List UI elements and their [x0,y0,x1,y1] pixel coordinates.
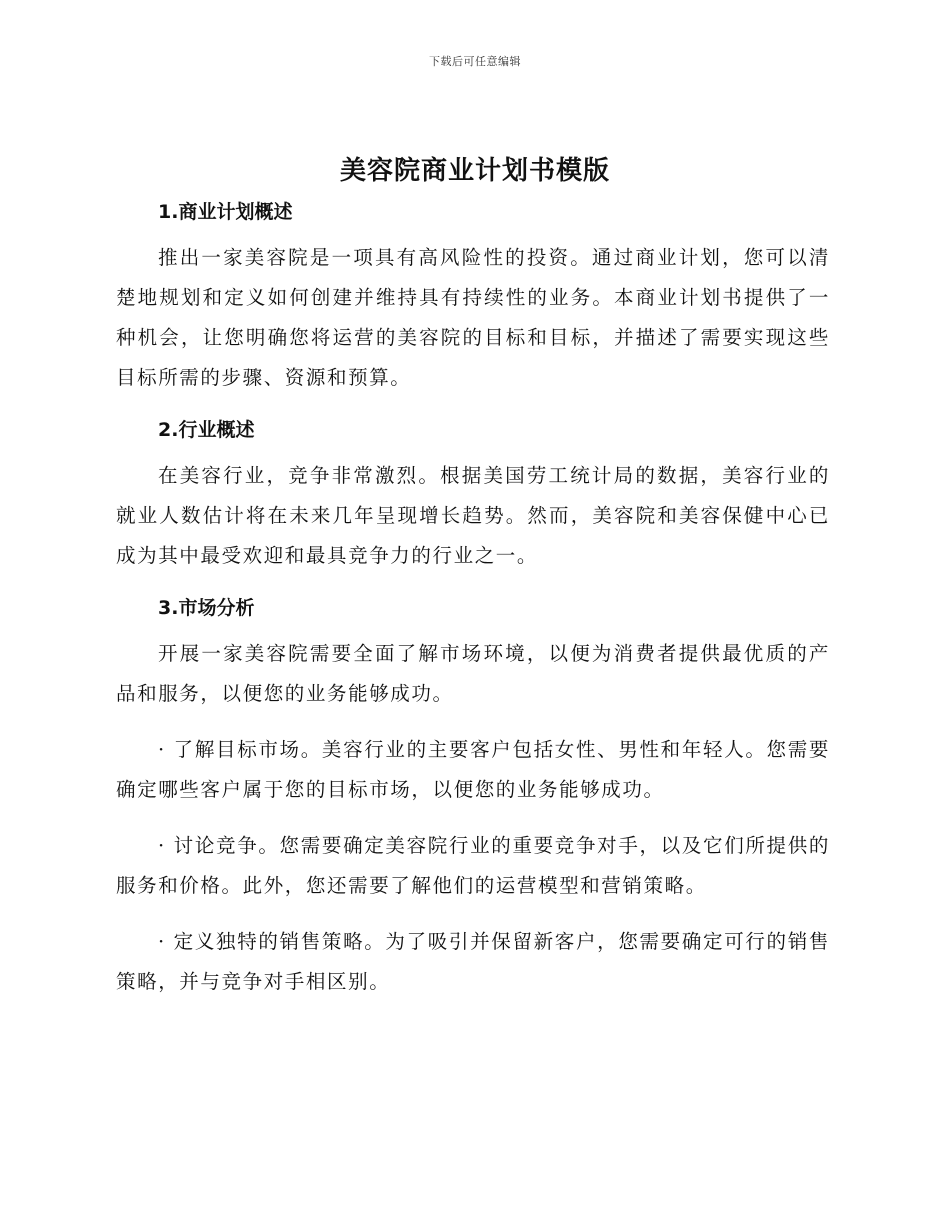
section-heading-overview: 1.商业计划概述 [158,201,293,223]
bullet-target-market: · 了解目标市场。美容行业的主要客户包括女性、男性和年轻人。您需要确定哪些客户属于您的目标市场，以便您的业务能够成功。 [116,738,830,801]
section-heading-industry: 2.行业概述 [158,419,255,441]
paragraph-industry: 在美容行业，竞争非常激烈。根据美国劳工统计局的数据，美容行业的就业人数估计将在未来几年呈现增长趋势。然而，美容院和美容保健中心已成为其中最受欢迎和最具竞争力的行业之一。 [116,464,830,567]
bullet-sales-strategy: · 定义独特的销售策略。为了吸引并保留新客户，您需要确定可行的销售策略，并与竞争对手相区别。 [116,930,830,993]
document-title: 美容院商业计划书模版 [339,156,610,186]
header-note: 下载后可任意编辑 [429,55,521,68]
bullet-competition: · 讨论竞争。您需要确定美容院行业的重要竞争对手，以及它们所提供的服务和价格。此外，您还需要了解他们的运营模型和营销策略。 [116,834,830,897]
document-body [116,192,830,1002]
paragraph-market-intro: 开展一家美容院需要全面了解市场环境，以便为消费者提供最优质的产品和服务，以便您的业务能够成功。 [116,642,830,705]
paragraph-overview: 推出一家美容院是一项具有高风险性的投资。通过商业计划，您可以清楚地规划和定义如何创建并维持具有持续性的业务。本商业计划书提供了一种机会，让您明确您将运营的美容院的目标和目标，并描述了需要实现这些目标所需的步骤、资源和预算。 [116,246,830,389]
section-heading-market: 3.市场分析 [158,597,255,619]
